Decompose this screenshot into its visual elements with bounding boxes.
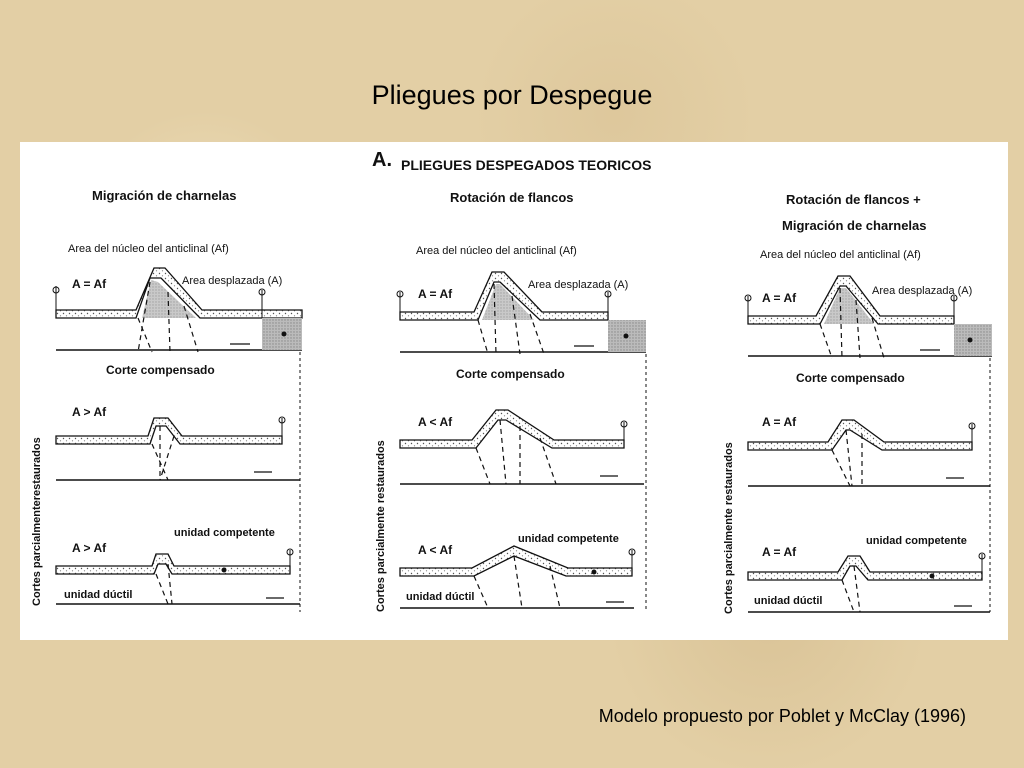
competent-label: unidad competente: [866, 535, 967, 547]
ductile-label: unidad dúctil: [64, 589, 133, 601]
equation-top: A = Af: [418, 287, 453, 301]
equation-top: A = Af: [72, 277, 107, 291]
equation-bottom: A > Af: [72, 541, 107, 555]
nucleus-label: Area del núcleo del anticlinal (Af): [416, 245, 577, 257]
equation-mid: A < Af: [418, 415, 453, 429]
corte-label: Corte compensado: [106, 363, 215, 377]
competent-label: unidad competente: [518, 533, 619, 545]
nucleus-label: Area del núcleo del anticlinal (Af): [760, 249, 921, 261]
ductile-label: unidad dúctil: [754, 595, 823, 607]
column-title: Rotación de flancos +: [786, 192, 921, 207]
nucleus-label: Area del núcleo del anticlinal (Af): [68, 243, 229, 255]
equation-top: A = Af: [762, 291, 797, 305]
figure-caption: Modelo propuesto por Poblet y McClay (1996): [598, 706, 966, 726]
side-label: Cortes parcialmente restaurados: [723, 442, 735, 614]
figure-panel: [20, 142, 1008, 640]
column-rotacion-migracion: [723, 192, 992, 614]
equation-mid: A > Af: [72, 405, 107, 419]
column-rotacion: [375, 190, 646, 612]
corte-label: Corte compensado: [456, 367, 565, 381]
slide-title: Pliegues por Despegue: [371, 80, 653, 110]
corte-label: Corte compensado: [796, 371, 905, 385]
equation-mid: A = Af: [762, 415, 797, 429]
equation-bottom: A = Af: [762, 545, 797, 559]
figure-heading-letter: A.: [372, 149, 392, 171]
ductile-label: unidad dúctil: [406, 591, 475, 603]
column-migracion: [31, 188, 302, 612]
side-label: Cortes parcialmente restaurados: [375, 440, 387, 612]
column-title-line2: Migración de charnelas: [782, 218, 927, 233]
figure-heading: PLIEGUES DESPEGADOS TEORICOS: [401, 157, 652, 173]
displaced-label: Area desplazada (A): [872, 285, 973, 297]
equation-bottom: A < Af: [418, 543, 453, 557]
displaced-label: Area desplazada (A): [528, 279, 629, 291]
column-title: Rotación de flancos: [450, 190, 574, 205]
displaced-label: Area desplazada (A): [182, 275, 283, 287]
fold-diagram: [20, 142, 1008, 640]
competent-label: unidad competente: [174, 527, 275, 539]
column-title: Migración de charnelas: [92, 188, 237, 203]
side-label: Cortes parcialmenterestaurados: [31, 437, 43, 606]
